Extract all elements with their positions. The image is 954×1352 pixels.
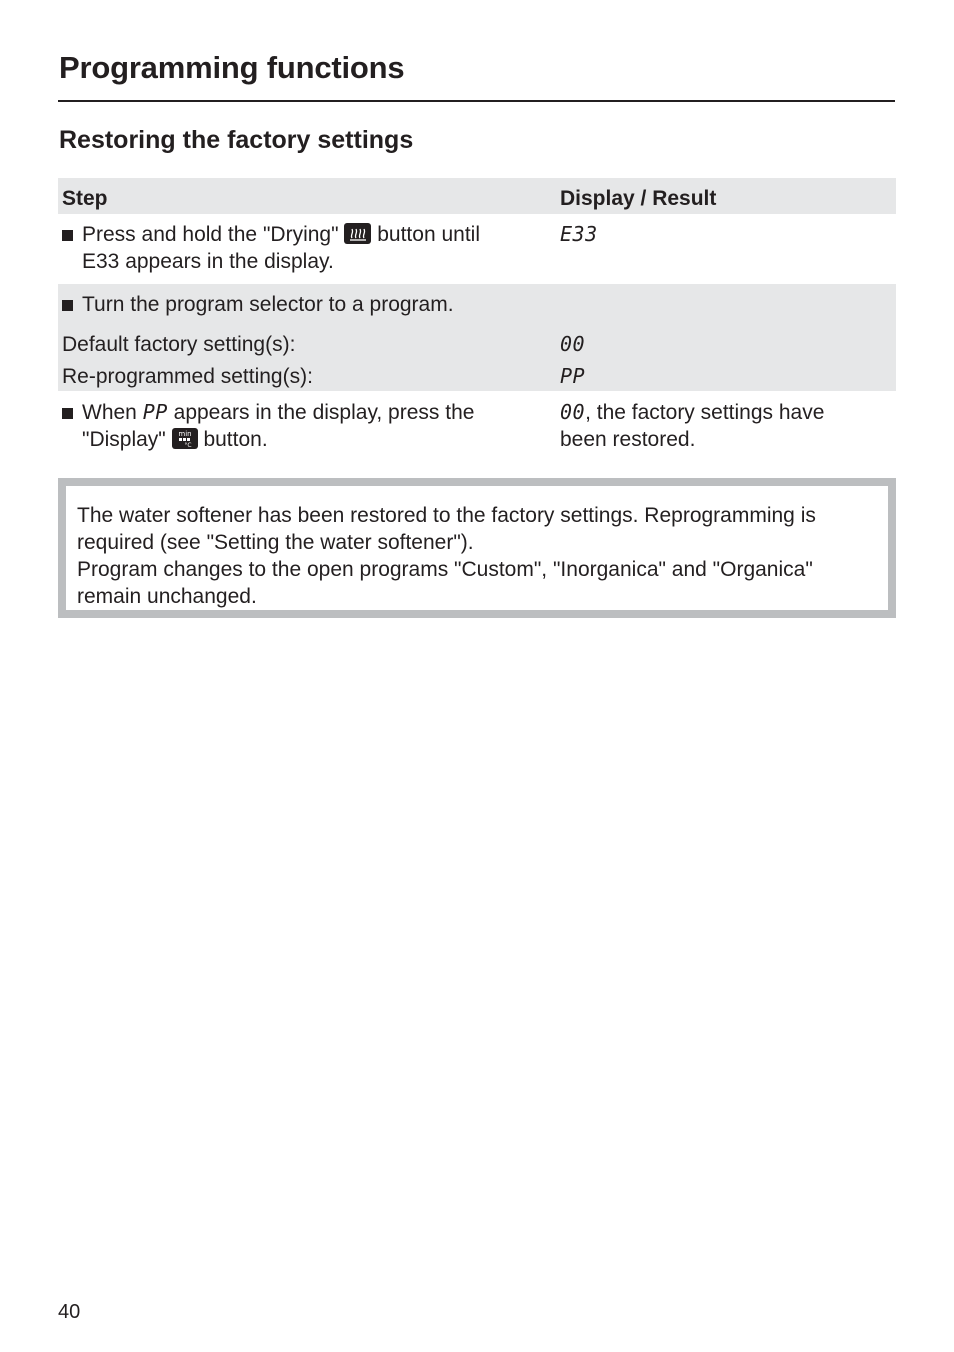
step-text-part: button until (377, 223, 480, 246)
table-row (58, 391, 896, 461)
display-code: PP (142, 400, 168, 424)
result-text: been restored. (560, 428, 696, 451)
page-number: 40 (58, 1301, 81, 1323)
step-text: Turn the program selector to a program. (82, 293, 454, 316)
step-text-part: "Display" (82, 428, 166, 451)
header-step: Step (62, 187, 108, 210)
display-min-icon (172, 428, 198, 449)
step-text-part: When (82, 401, 137, 424)
step-text: E33 appears in the display. (82, 250, 334, 273)
bullet-icon (62, 408, 73, 419)
default-setting-label: Default factory setting(s): (62, 333, 296, 356)
table-row (58, 214, 896, 284)
step-text-part: button. (203, 428, 268, 451)
note-text (77, 502, 885, 610)
drying-icon (344, 223, 371, 244)
note-line: Program changes to the open programs "Custom", "Inorganica" and "Organica" (77, 558, 813, 581)
step-text (82, 399, 474, 426)
title-rule (58, 100, 895, 102)
bullet-icon (62, 230, 73, 241)
section-title: Restoring the factory settings (59, 126, 414, 154)
note-line: required (see "Setting the water softener"). (77, 531, 474, 554)
svg-text:min: min (178, 430, 192, 438)
table-row-group (58, 284, 896, 391)
display-code: 00 (560, 400, 586, 424)
result-text: , the factory settings have (585, 401, 825, 424)
step-text (82, 426, 268, 453)
reprogrammed-setting-label: Re-programmed setting(s): (62, 365, 313, 388)
svg-text:°C: °C (184, 442, 192, 449)
step-text (82, 221, 480, 248)
page-title: Programming functions (59, 50, 405, 85)
table-header-row (58, 178, 896, 214)
note-inner (66, 486, 888, 610)
display-result: 00 (560, 332, 586, 356)
display-result (560, 399, 824, 426)
bullet-icon (62, 300, 73, 311)
note-box (58, 478, 896, 618)
display-result: E33 (560, 222, 598, 246)
note-line: The water softener has been restored to the factory settings. Reprogramming is (77, 504, 816, 527)
header-result: Display / Result (560, 187, 717, 210)
note-line: remain unchanged. (77, 585, 257, 608)
step-text-part: appears in the display, press the (173, 401, 475, 424)
step-text-part: Press and hold the "Drying" (82, 223, 339, 246)
display-result: PP (560, 364, 586, 388)
